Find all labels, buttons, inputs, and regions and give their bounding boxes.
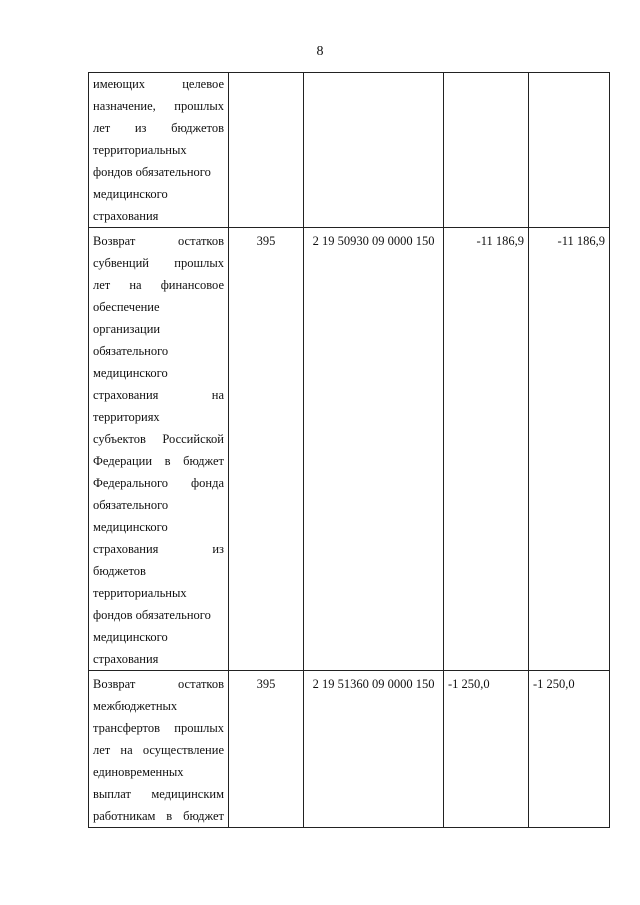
table-row bbox=[89, 671, 610, 828]
table-row bbox=[89, 228, 610, 671]
description-line: субвенций прошлых bbox=[93, 256, 224, 270]
description-line: выплат медицинским bbox=[93, 787, 224, 801]
amount-cell bbox=[444, 73, 529, 228]
description-line: Возврат остатков bbox=[93, 677, 224, 691]
description-line: субъектов Российской bbox=[93, 432, 224, 446]
description-line: фондов обязательного bbox=[93, 608, 211, 622]
description-line: обеспечение bbox=[93, 300, 160, 314]
description-line: единовременных bbox=[93, 765, 184, 779]
description-line: бюджетов bbox=[93, 564, 146, 578]
description-line: межбюджетных bbox=[93, 699, 178, 713]
amount-cell: -11 186,9 bbox=[444, 228, 529, 671]
description-line: обязательного bbox=[93, 498, 169, 512]
amount-cell: -1 250,0 bbox=[444, 671, 529, 828]
row-description bbox=[89, 228, 229, 671]
description-line: медицинского bbox=[93, 630, 168, 644]
budget-table bbox=[88, 72, 610, 828]
description-line: лет на финансовое bbox=[93, 278, 224, 292]
page-number: 8 bbox=[316, 44, 324, 59]
description-line: Федерации в бюджет bbox=[93, 454, 224, 468]
description-line: страхования из bbox=[93, 542, 224, 556]
description-line: работникам в бюджет bbox=[93, 809, 224, 823]
amount-cell bbox=[529, 73, 610, 228]
description-line: страхования на bbox=[93, 388, 224, 402]
table-row bbox=[89, 73, 610, 228]
description-line: Возврат остатков bbox=[93, 234, 224, 248]
description-line: территориальных bbox=[93, 586, 187, 600]
description-line: медицинского bbox=[93, 366, 168, 380]
description-line: территориях bbox=[93, 410, 160, 424]
income-code-cell: 2 19 50930 09 0000 150 bbox=[304, 228, 444, 671]
description-line: обязательного bbox=[93, 344, 169, 358]
description-line: лет на осуществление bbox=[93, 743, 224, 757]
row-description bbox=[89, 73, 229, 228]
row-description bbox=[89, 671, 229, 828]
description-line: имеющих целевое bbox=[93, 77, 224, 91]
income-code-cell bbox=[304, 73, 444, 228]
description-line: страхования bbox=[93, 652, 159, 666]
description-line: медицинского bbox=[93, 187, 168, 201]
description-line: назначение, прошлых bbox=[93, 99, 224, 113]
description-line: лет из бюджетов bbox=[93, 121, 224, 135]
description-line: территориальных bbox=[93, 143, 187, 157]
admin-code-cell bbox=[229, 73, 304, 228]
description-line: страхования bbox=[93, 209, 159, 223]
amount-cell: -1 250,0 bbox=[529, 671, 610, 828]
description-line: фондов обязательного bbox=[93, 165, 211, 179]
description-line: Федерального фонда bbox=[93, 476, 224, 490]
admin-code-cell: 395 bbox=[229, 228, 304, 671]
amount-cell: -11 186,9 bbox=[529, 228, 610, 671]
description-line: медицинского bbox=[93, 520, 168, 534]
admin-code-cell: 395 bbox=[229, 671, 304, 828]
description-line: трансфертов прошлых bbox=[93, 721, 224, 735]
description-line: организации bbox=[93, 322, 161, 336]
income-code-cell: 2 19 51360 09 0000 150 bbox=[304, 671, 444, 828]
